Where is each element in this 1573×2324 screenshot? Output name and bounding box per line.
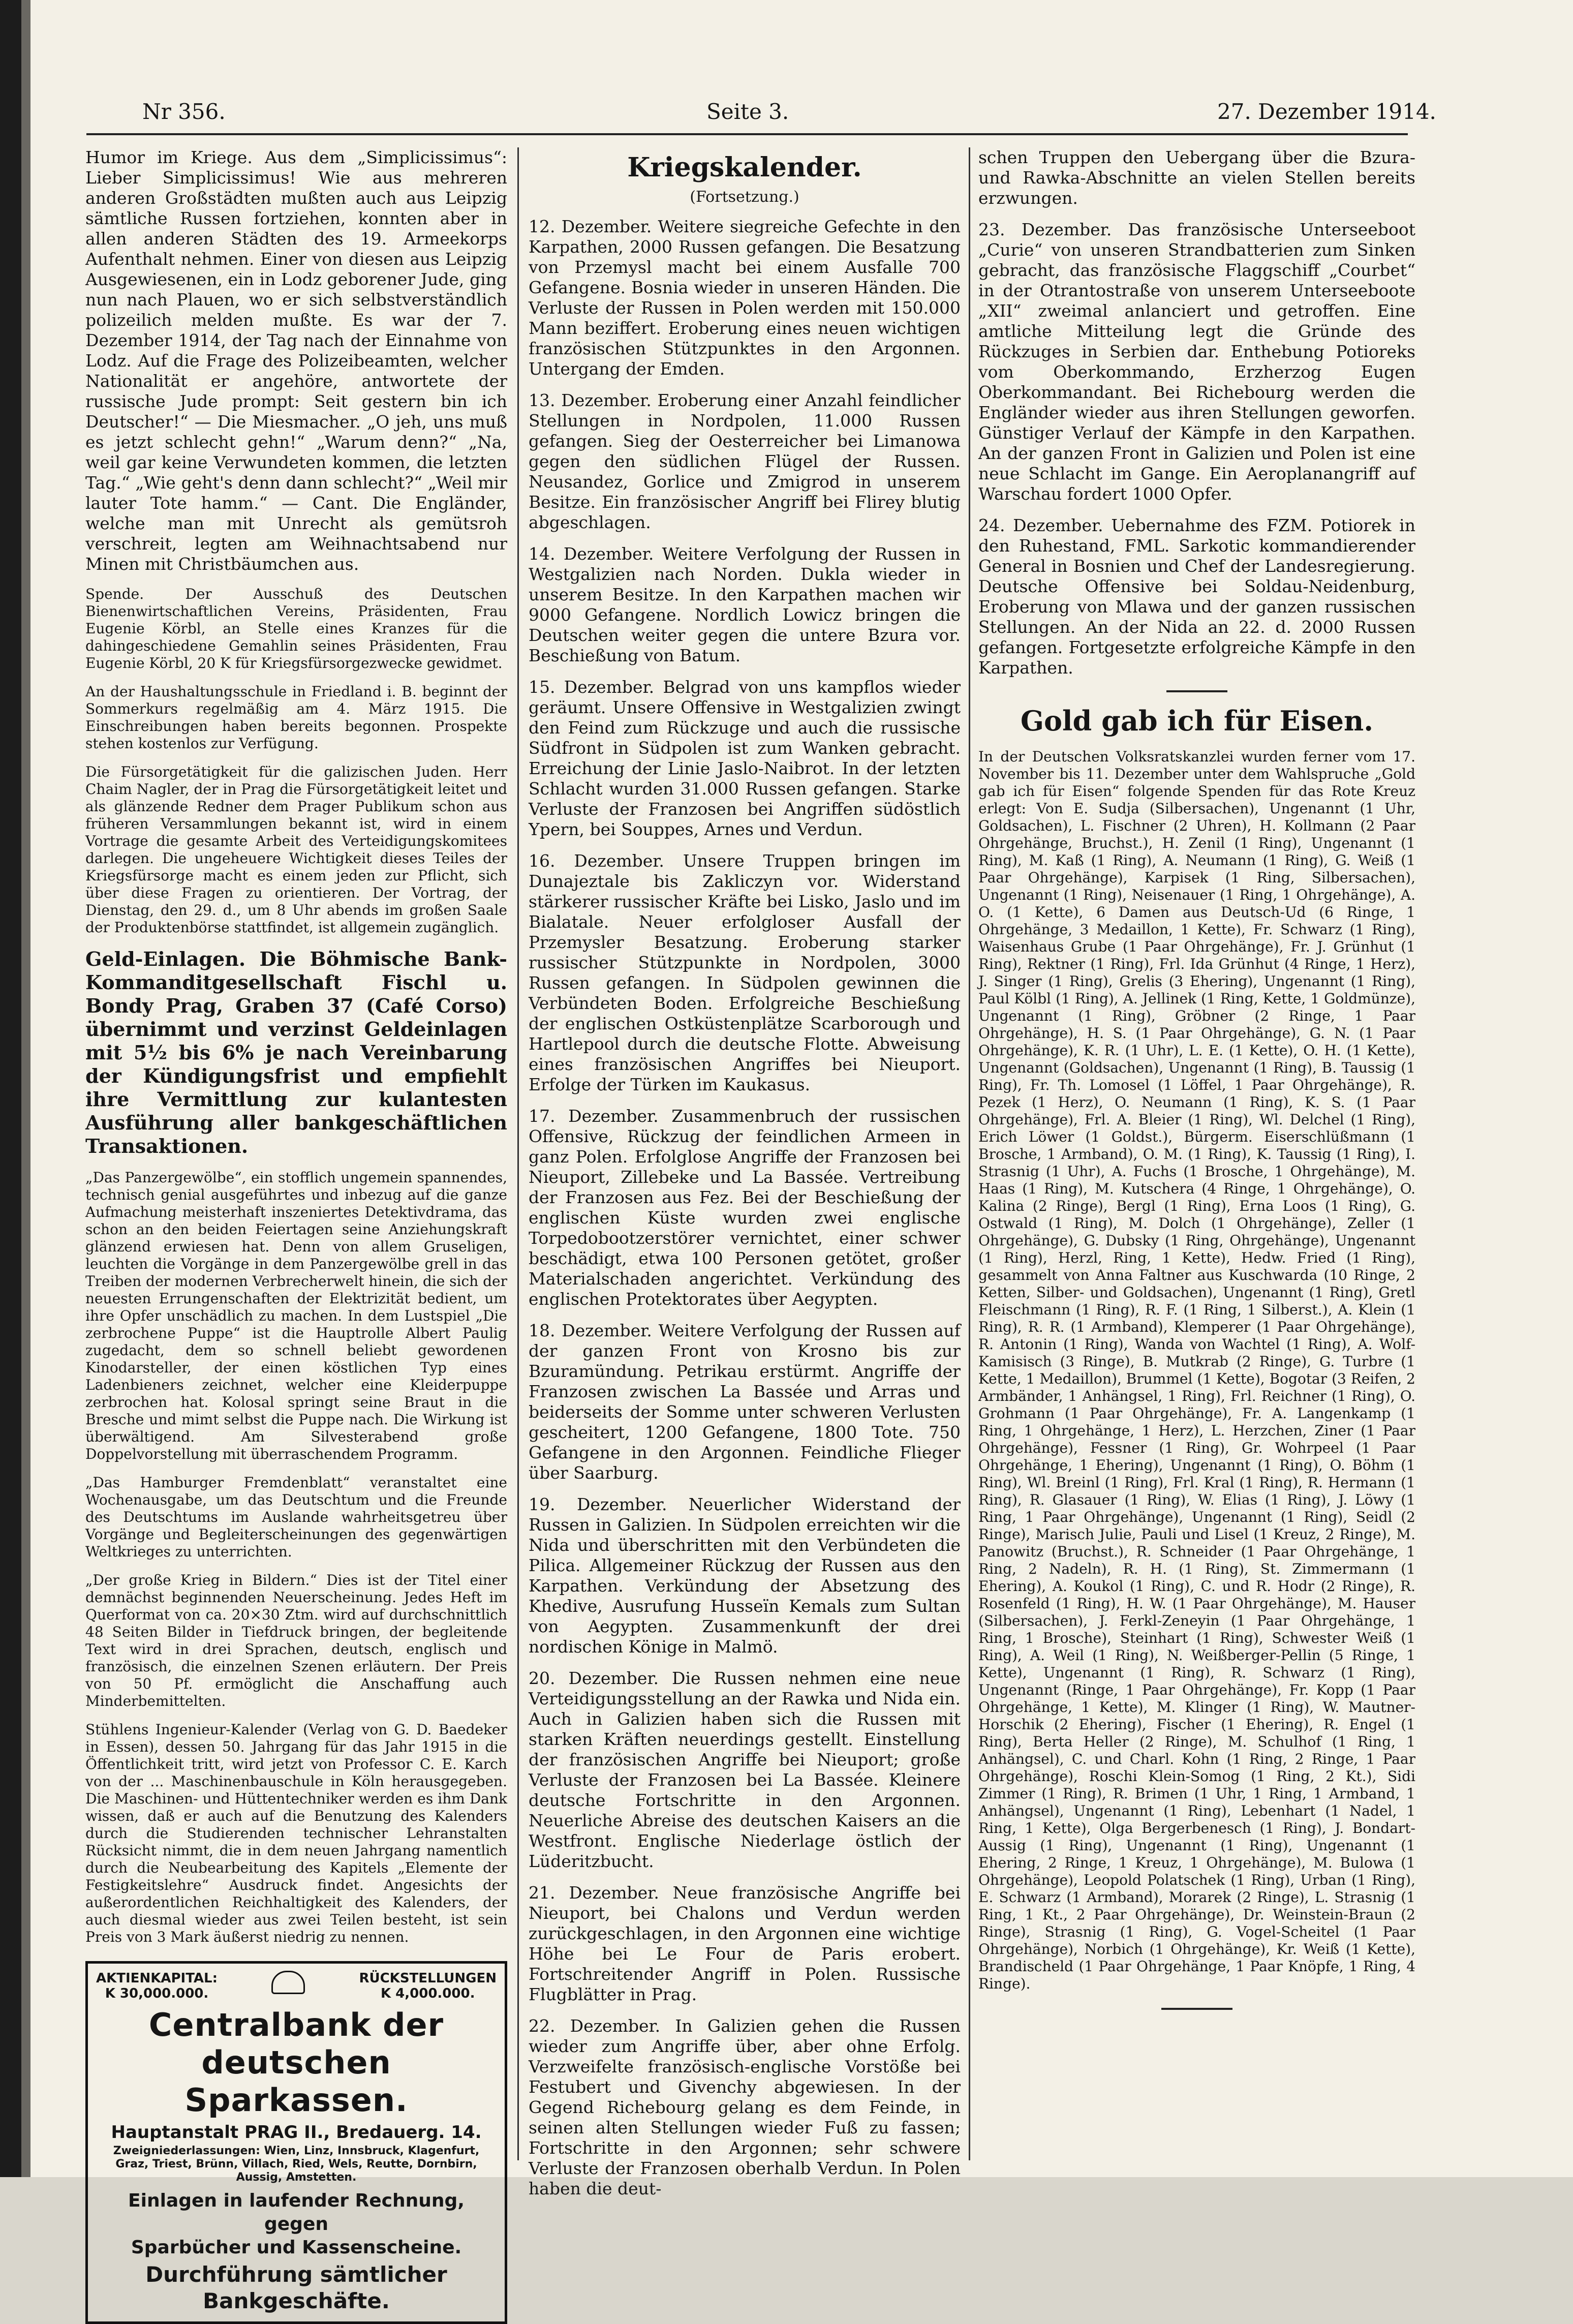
entry-dec-21: 21. Dezember. Neue französische Angriffe bei Nieuport, bei Chalons und Verdun werden zurückgeschlagen, in den Argonnen eine wichtige Höhe bei Le Four de Paris erobert. Fortschreitender Angriff in Polen. Russische Flugblätter in Prag. xyxy=(529,1883,961,2004)
article-panzergewoelbe: „Das Panzergewölbe“, ein stofflich ungemein spannendes, technisch genial ausgeführtes und inbezug auf die ganze Aufmachung meisterhaft inszeniertes Detektivdrama, das schon an den beiden Feiertagen seine Anziehungskraft glänzend erwiesen hat. Denn von allem Gruseligen, leuchten die Vorgänge in dem Panzergewölbe grell in das Treiben der modernen Verbrecherwelt hinein, die sich der neuesten Errungenschaften der Elektrizität bedient, um ihre Opfer unschädlich zu machen. In dem Lustspiel „Die zerbrochene Puppe“ ist die Hauptrolle Albert Paulig zugedacht, dem so schnell beliebt gewordenen Kinodarsteller, der einen köstlichen Typ eines Ladenbieners zeichnet, welcher eine Kleiderpuppe zerbrochen hat. Kolosal springt seine Braut in die Bresche und mimt selbst die Puppe nach. Die Wirkung ist überwältigend. Am Silvesterabend große Doppelvorstellung mit überraschendem Programm. xyxy=(85,1169,507,1462)
entry-dec-19: 19. Dezember. Neuerlicher Widerstand der Russen in Galizien. In Südpolen erreichten wir die Nida und überschritten mit den Verbündeten die Pilica. Allgemeiner Rückzug der Russen aus den Karpathen. Verkündung der Absetzung des Khedive, Ausrufung Husseïn Kemals zum Sultan von Aegypten. Zusammenkunft der drei nordischen Könige in Malmö. xyxy=(529,1494,961,1657)
column-right xyxy=(978,147,1415,2160)
header-rule xyxy=(86,133,1408,135)
article-humor: Humor im Kriege. Aus dem „Simplicissimus“: Lieber Simplicissimus! Wie aus mehreren anderen Großstädten mußten auch aus Leipzig sämtliche Russen fortziehen, konnten aber in allen anderen Städten des 19. Armeekorps Aufenthalt nehmen. Einer von diesen aus Leipzig Ausgewiesenen, ein in Lodz geborener Jude, ging nun nach Plauen, wo er sich selbstverständlich polizeilich melden mußte. Es war der 7. Dezember 1914, der Tag nach der Einnahme von Lodz. Auf die Frage des Polizeibeamten, welcher Nationalität er angehöre, antwortete der russische Jude prompt: Seit gestern bin ich Deutscher!“ — Die Miesmacher. „O jeh, uns muß es jetzt schlecht gehn!“ „Warum denn?“ „Na, weil gar keine Verwundeten kommen, die letzten Tag.“ „Wie geht's denn dann schlecht?“ „Weil mir lauter Tote hamm.“ — Cant. Die Engländer, welche man mit Unrecht als gemütsroh verschreit, legten am Weihnachtsabend nur Minen mit Christbäumchen aus. xyxy=(85,147,507,574)
article-ingenieur-kalender: Stühlens Ingenieur-Kalender (Verlag von G. D. Baedeker in Essen), dessen 50. Jahrgang für das Jahr 1915 in die Öffentlichkeit tritt, wird jetzt von Professor C. E. Karch von der ... Maschinenbauschule in Köln herausgegeben. Die Maschinen- und Hüttentechniker werden es ihm Dank wissen, daß er auch auf die Benutzung des Kalenders durch die Studierenden technischer Lehranstalten Rücksicht nimmt, die in dem neuen Jahrgang namentlich durch die Neubearbeitung des Kapitels „Elemente der Festigkeitslehre“ Ausdruck findet. Angesichts der außerordentlichen Reichhaltigkeit des Kalenders, der auch diesmal wieder aus zwei Teilen besteht, ist sein Preis von 3 Mark äußerst niedrig zu nennen. xyxy=(85,1721,507,1945)
ad-capital-row xyxy=(96,1971,497,2001)
scan-binding-shadow xyxy=(21,0,30,2177)
end-rule xyxy=(1161,2008,1232,2010)
issue-date: 27. Dezember 1914. xyxy=(1217,99,1436,124)
scan-binding-edge xyxy=(0,0,21,2177)
entry-dec-17: 17. Dezember. Zusammenbruch der russischen Offensive, Rückzug der feindlichen Armeen in ganz Polen. Erfolglose Angriffe der Franzosen bei Nieuport, Zillebeke und La Bassée. Vertreibung der Franzosen aus Fez. Bei der Beschießung der englischen Küste wurden zwei englische Torpedobootzerstörer vernichtet, einer schwer beschädigt, etwa 100 Personen getötet, großer Materialschaden angerichtet. Verkündung des englischen Protektorates über Aegypten. xyxy=(529,1106,961,1309)
entry-dec-20: 20. Dezember. Die Russen nehmen eine neue Verteidigungsstellung an der Rawka und Nida ein. Auch in Galizien haben sich die Russen mit starken Kräften neuerdings gestellt. Einstellung der französischen Angriffe bei Nieuport; große Verluste der Franzosen bei La Bassée. Kleinere deutsche Fortschritte in den Argonnen. Neuerliche Abreise des deutschen Kaisers an die Westfront. Englische Niederlage östlich der Lüderitzbucht. xyxy=(529,1668,961,1871)
column-left xyxy=(85,147,507,2313)
entry-dec-22: 22. Dezember. In Galizien gehen die Russen wieder zum Angriffe über, aber ohne Erfolg. Verzweifelte französisch-englische Vorstöße bei Festubert und Givenchy abgewiesen. In der Gegend Richebourg gelang es dem Feinde, in seinen alten Stellungen wieder Fuß zu fassen; Fortschritte in den Argonnen; sehr schwere Verluste der Franzosen oberhalb Verdun. In Polen haben die deut- xyxy=(529,2016,961,2198)
ad-reserve-value: K 4,000.000. xyxy=(380,1986,475,2001)
ad-capital-label: AKTIENKAPITAL: xyxy=(96,1971,218,1986)
entry-dec-18: 18. Dezember. Weitere Verfolgung der Russen auf der ganzen Front von Krosno bis zur Bzuramündung. Petrikau erstürmt. Angriffe der Franzosen zwischen La Bassée und Arras und beiderseits der Somme unter schweren Verlusten gescheitert, 1200 Gefangene, 1800 Tote. 750 Gefangene in den Argonnen. Feindliche Flieger über Saarburg. xyxy=(529,1321,961,1483)
ad-capital-value: K 30,000.000. xyxy=(105,1986,209,2001)
article-spende: Spende. Der Ausschuß des Deutschen Bienenwirtschaftlichen Vereins, Präsidenten, Frau Eugenie Körbl, an Stelle eines Kranzes für die dahingeschiedene Gemahlin seines Präsidenten, Frau Eugenie Körbl, 20 K für Kriegsfürsorgezwecke gewidmet. xyxy=(85,586,507,671)
entry-dec-23: 23. Dezember. Das französische Unterseeboot „Curie“ von unseren Strandbatterien zum Sinken gebracht, das französische Flaggschiff „Courbet“ in der Otrantostraße von unserem Unterseeboote „XII“ zweimal anlanciert und getroffen. Eine amtliche Mitteilung legt die Gründe des Rückzuges in Serbien dar. Enthebung Potioreks vom Oberkommando, Erzherzog Eugen Oberkommandant. Bei Richebourg werden die Engländer wieder aus ihren Stellungen geworfen. Günstiger Verlauf der Kämpfe in den Karpathen. An der ganzen Front in Galizien und Polen ist eine neue Schlacht im Gange. Ein Aeroplanangriff auf Warschau fordert 1000 Opfer. xyxy=(978,220,1415,504)
entry-dec-14: 14. Dezember. Weitere Verfolgung der Russen in Westgalizien nach Norden. Dukla wieder in unserem Besitze. In den Karpathen machen wir 9000 Gefangene. Nordlich Lowicz bringen die Deutschen weiter gegen die untere Bzura vor. Beschießung von Batum. xyxy=(529,544,961,665)
kriegskalender-title: Kriegskalender. xyxy=(627,152,862,183)
ad-headquarters: Hauptanstalt PRAG II., Bredauerg. 14. xyxy=(111,2122,482,2143)
page-number: Seite 3. xyxy=(706,99,789,124)
ad-bank-name: Centralbank der deutschen Sparkassen. xyxy=(148,2006,444,2119)
entry-dec-16: 16. Dezember. Unsere Truppen bringen im Dunajeztale bis Zakliczyn vor. Widerstand stärkerer russischer Kräfte bei Lisko, Jaslo und im Bialatale. Neuer erfolgloser Ausfall der Przemysler Besatzung. Eroberung starker russischer Stützpunkte in Nordpolen, 3000 Russen gefangen. In Südpolen gewinnen die Verbündeten Boden. Erfolgreiche Beschießung der englischen Ostküstenplätze Scarborough und Hartlepool durch die deutsche Flotte. Abweisung eines französischen Angriffes bei Nieuport. Erfolge der Türken im Kaukasus. xyxy=(529,851,961,1094)
ad-branches: Zweigniederlassungen: Wien, Linz, Innsbruck, Klagenfurt, Graz, Triest, Brünn, Villach, Ried, Wels, Reutte, Dornbirn, Aussig, Amstetten. xyxy=(113,2145,480,2184)
entry-dec-24: 24. Dezember. Uebernahme des FZM. Potiorek in den Ruhestand, FML. Sarkotic kommandierender General in Bosnien und Chef der Landesregierung. Deutsche Offensive bei Soldau-Neidenburg, Eroberung von Mlawa und der ganzen russischen Stellungen. An der Nida an 22. d. 2000 Russen gefangen. Fortgesetzte erfolgreiche Kämpfe in den Karpathen. xyxy=(978,515,1415,678)
coat-of-arms-icon xyxy=(271,1971,305,1994)
gold-gab-ich-title: Gold gab ich für Eisen. xyxy=(1020,705,1374,737)
article-krieg-in-bildern: „Der große Krieg in Bildern.“ Dies ist der Titel einer demnächst beginnenden Neuerscheinung. Jedes Heft im Querformat von ca. 20×30 Ztm. wird auf durchschnittlich 48 Seiten Bilder in Tiefdruck bringen, der begleitende Text wird in drei Sprachen, deutsch, englisch und französisch, die einzelnen Szenen erläutern. Der Preis von 50 Pf. ermöglicht die Anschaffung auch Minderbemittelten. xyxy=(85,1572,507,1709)
article-fremdenblatt: „Das Hamburger Fremdenblatt“ veranstaltet eine Wochenausgabe, um das Deutschtum und die Freunde des Deutschtums im Auslande wahrheitsgetreu über Vorgänge und Begleiterscheinungen des gegenwärtigen Weltkrieges zu unterrichten. xyxy=(85,1474,507,1560)
column-rule-2 xyxy=(969,147,970,2160)
donation-list: In der Deutschen Volksratskanzlei wurden ferner vom 17. November bis 11. Dezember unter dem Wahlspruche „Gold gab ich für Eisen“ folgende Spenden für das Rote Kreuz erlegt: Von E. Sudja (Silbersachen), Ungenannt (1 Uhr, Goldsachen), L. Fischner (2 Uhren), H. Kollmann (2 Paar Ohrgehänge, Bruchst.), H. Zenil (1 Ring), Ungenannt (1 Ring), M. Kaß (1 Ring), A. Neumann (1 Ring), G. Weiß (1 Paar Ohrgehänge), Karpisek (1 Ring, Silbersachen), Ungenannt (1 Ring), Neisenauer (1 Ring, 1 Ohrgehänge), A. O. (1 Kette), 6 Damen aus Deutsch-Ud (6 Ringe, 1 Ohrgehänge, 3 Medaillon, 1 Kette), Fr. Schwarz (1 Ring), Waisenhaus Grube (1 Paar Ohrgehänge), Fr. J. Grünhut (1 Ring), Rektner (1 Ring), Frl. Ida Grünhut (4 Ringe, 1 Herz), J. Singer (1 Ring), Grelis (3 Ehering), Ungenannt (1 Ring), Paul Kölbl (1 Ring), A. Jellinek (1 Ring, Kette, 1 Goldmünze), Ungenannt (1 Ring), Gröbner (2 Ringe, 1 Paar Ohrgehänge), H. S. (1 Paar Ohrgehänge), G. N. (1 Paar Ohrgehänge), K. R. (1 Uhr), L. E. (1 Kette), O. H. (1 Kette), Ungenannt (Goldsachen), Ungenannt (1 Ring), B. Taussig (1 Ring), Fr. Th. Lomosel (1 Löffel, 1 Paar Ohrgehänge), R. Pezek (1 Herz), O. Neumann (1 Ring), K. S. (1 Paar Ohrgehänge), Frl. A. Bleier (1 Ring), Wl. Delchel (1 Ring), Erich Löwer (1 Goldst.), Bürgerm. Eiserschlüßmann (1 Brosche, 1 Armband), O. M. (1 Ring), K. Taussig (1 Ring), I. Strasnig (1 Uhr), A. Fuchs (1 Brosche, 1 Ohrgehänge), M. Haas (1 Ring), M. Kutschera (4 Ringe, 1 Ohrgehänge), O. Kalina (2 Ringe), Bergl (1 Ring), Erna Loos (1 Ring), G. Ostwald (1 Ring), M. Dolch (1 Ohrgehänge), Zeller (1 Ohrgehänge), G. Dubsky (1 Ring, Ohrgehänge), Ungenannt (1 Ring), Herzl, Ring, 1 Kette), Hedw. Fried (1 Ring), gesammelt von Anna Faltner aus Kuschwarda (10 Ringe, 2 Ketten, Silber- und Goldsachen), Ungenannt (1 Ring), Gretl Fleischmann (1 Ring), R. F. (1 Ring, 1 Silberst.), A. Klein (1 Ring), R. R. (1 Armband), Klemperer (1 Paar Ohrgehänge), R. Antonin (1 Ring), Wanda von Wachtel (1 Ring), A. Wolf-Kamisisch (3 Ringe), B. Mutkrab (2 Ringe), G. Turbre (1 Kette, 1 Medaillon), Brummel (1 Kette), Bogotar (3 Reifen, 2 Armbänder, 1 Anhängsel, 1 Ring), Frl. Reichner (1 Ring), O. Grohmann (1 Paar Ohrgehänge), Fr. A. Langenkamp (1 Ring, 1 Ohrgehänge, 1 Herz), L. Herzchen, Ziner (1 Paar Ohrgehänge), Fessner (1 Ring), Gr. Wohrpeel (1 Paar Ohrgehänge, 1 Ehering), Ungenannt (1 Ring), O. Böhm (1 Ring), Wl. Breinl (1 Ring), Frl. Kral (1 Ring), R. Hermann (1 Ring), R. Glasauer (1 Ring), W. Elias (1 Ring), J. Löwy (1 Ring, 1 Paar Ohrgehänge), Ungenannt (1 Ring), Seidl (2 Ringe), Marisch Julie, Pauli und Lisel (1 Kreuz, 2 Ringe), M. Panowitz (Bruchst.), R. Schneider (1 Paar Ohrgehänge, 1 Ring, 2 Nadeln), R. H. (1 Ring), St. Zimmermann (1 Ehering), A. Koukol (1 Ring), C. und R. Hodr (2 Ringe), R. Rosenfeld (1 Ring), H. W. (1 Paar Ohrgehänge), M. Hauser (Silbersachen), J. Ferkl-Zeneyin (1 Paar Ohrgehänge, 1 Ring, 1 Brosche), Steinhart (1 Ring), Schwester Weiß (1 Ring), A. Weil (1 Ring), N. Weißberger-Pellin (5 Ringe, 1 Kette), Ungenannt (1 Ring), R. Schwarz (1 Ring), Ungenannt (Ringe, 1 Paar Ohrgehänge), Fr. Kopp (1 Paar Ohrgehänge, 1 Kette), M. Klinger (1 Ring), W. Mautner-Horschik (2 Ehering), Fischer (1 Ehering), R. Engel (1 Ring), Berta Heller (2 Ringe), M. Schulhof (1 Ring, 1 Anhängsel), C. und Charl. Kohn (1 Ring, 2 Ringe, 1 Paar Ohrgehänge), Roschi Klein-Somog (1 Ring, 2 Kt.), Sidi Zimmer (1 Ring), R. Brimen (1 Uhr, 1 Ring, 1 Armband, 1 Anhängsel), Ungenannt (1 Ring), Lebenhart (1 Nadel, 1 Ring, 1 Kette), Olga Bergerbenesch (1 Ring), J. Bondart-Aussig (1 Ring), Ungenannt (1 Ring), Ungenannt (1 Ehering, 2 Ringe, 1 Kreuz, 1 Ohrgehänge), M. Bulowa (1 Ohrgehänge), Leopold Polatschek (1 Ring), Urban (1 Ring), E. Schwarz (1 Armband), Morarek (2 Ringe), L. Strasnig (1 Ring, 1 Kt., 2 Paar Ohrgehänge), Dr. Weinstein-Braun (2 Ringe), Strasnig (1 Ring), G. Vogel-Scheitel (1 Paar Ohrgehänge), Norbich (1 Ohrgehänge), Kr. Weiß (1 Kette), Brandischeld (1 Paar Ohrgehänge, 1 Paar Knöpfe, 1 Ring, 4 Ringe). xyxy=(978,748,1415,1992)
entry-dec-12: 12. Dezember. Weitere siegreiche Gefechte in den Karpathen, 2000 Russen gefangen. Die Besatzung von Przemysl macht bei einem Ausfalle 700 Gefangene. Bosnia wieder in unseren Händen. Die Verluste der Russen in Polen werden mit 150.000 Mann beziffert. Eroberung eines neuen wichtigen französischen Stützpunktes in den Argonnen. Untergang der Emden. xyxy=(529,217,961,379)
entry-continuation: schen Truppen den Uebergang über die Bzura- und Rawka-Abschnitte an vielen Stellen bereits erzwungen. xyxy=(978,147,1415,208)
article-fuersorge: Die Fürsorgetätigkeit für die galizischen Juden. Herr Chaim Nagler, der in Prag die Fürsorgetätigkeit leitet und als glänzende Redner dem Prager Publikum schon aus früheren Versammlungen bekannt ist, wird in einem Vortrage die gesamte Arbeit des Verteidigungskomitees darlegen. Die ungeheuere Wichtigkeit dieses Teiles der Kriegsfürsorge macht es einem jeden zur Pflicht, sich über diese Fragen zu orientieren. Der Vortrag, der Dienstag, den 29. d., um 8 Uhr abends im großen Saale der Produktenbörse stattfindet, ist allgemein zugänglich. xyxy=(85,763,507,936)
ad-reserve-label: RÜCKSTELLUNGEN xyxy=(359,1971,497,1986)
issue-number: Nr 356. xyxy=(142,99,226,124)
kriegskalender-subtitle: (Fortsetzung.) xyxy=(690,188,799,206)
entry-dec-13: 13. Dezember. Eroberung einer Anzahl feindlicher Stellungen in Nordpolen, 11.000 Russen gefangen. Sieg der Oesterreicher bei Limanowa gegen den südlichen Flügel der Russen. Neusandez, Gorlice und Zmigrod in unserem Besitze. Ein französischer Angriff bei Flirey blutig abgeschlagen. xyxy=(529,390,961,532)
entry-dec-15: 15. Dezember. Belgrad von uns kampflos wieder geräumt. Unsere Offensive in Westgalizien zwingt den Feind zum Rückzuge und auch die russische Südfront in Südpolen ist zum Wanken gebracht. Erreichung der Linie Jaslo-Naibrot. In der letzten Schlacht wurden 31.000 Russen gefangen. Starke Verluste der Franzosen bei Angriffen südöstlich Ypern, bei Souppes, Arnes und Verdun. xyxy=(529,677,961,839)
ad-line-1: Einlagen in laufender Rechnung, gegen xyxy=(128,2190,465,2235)
bank-advertisement xyxy=(85,1961,507,2324)
section-separator xyxy=(1166,690,1227,692)
ad-line-3: Durchführung sämtlicher Bankgeschäfte. xyxy=(145,2262,447,2313)
ad-line-2: Sparbücher und Kassenscheine. xyxy=(131,2237,462,2258)
article-haushaltungsschule: An der Haushaltungsschule in Friedland i. B. beginnt der Sommerkurs regelmäßig am 4. März 1915. Die Einschreibungen haben bereits begonnen. Prospekte stehen kostenlos zur Verfügung. xyxy=(85,683,507,752)
page-header xyxy=(86,99,1436,130)
column-middle xyxy=(529,147,961,2198)
ad-geld-einlagen: Geld-Einlagen. Die Böhmische Bank-Kommanditgesellschaft Fischl u. Bondy Prag, Graben 37 (Café Corso) übernimmt und verzinst Geldeinlagen mit 5½ bis 6% je nach Vereinbarung der Kündigungsfrist und empfiehlt ihre Vermittlung zur kulantesten Ausführung aller bankgeschäftlichen Transaktionen. xyxy=(85,947,507,1157)
column-rule-1 xyxy=(517,147,519,2160)
